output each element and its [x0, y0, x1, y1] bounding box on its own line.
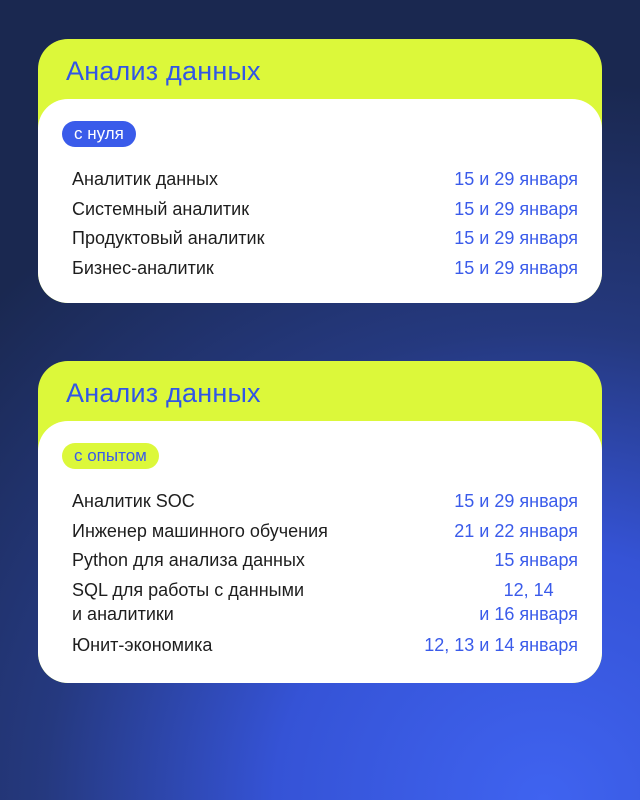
- course-card-experienced: [38, 361, 602, 683]
- course-start-date: 15 и 29 января: [454, 198, 578, 219]
- course-row-python: [72, 548, 578, 578]
- course-name: Системный аналитик: [72, 198, 250, 219]
- card-title: Анализ данных: [66, 56, 261, 86]
- course-row-sql: [72, 578, 578, 633]
- course-name: [72, 578, 304, 626]
- course-row-business-analyst: [72, 256, 578, 286]
- course-name: Аналитик SOC: [72, 491, 195, 511]
- course-name: Бизнес-аналитик: [72, 257, 214, 278]
- course-start-date: 15 и 29 января: [454, 257, 578, 278]
- course-name: Продуктовый аналитик: [72, 228, 265, 248]
- course-row-product-analyst: [72, 226, 578, 256]
- level-badge-experienced: с опытом: [62, 443, 159, 469]
- course-start-date: [479, 578, 578, 626]
- course-date-line: 12, 14: [503, 579, 554, 600]
- course-list-panel: [38, 99, 602, 303]
- course-list: [72, 167, 578, 285]
- course-list-panel: [38, 421, 602, 683]
- course-list: [72, 489, 578, 662]
- course-row-ml-engineer: [72, 519, 578, 549]
- card-title: Анализ данных: [66, 378, 261, 408]
- course-row-unit-economics: [72, 633, 578, 663]
- course-name-line: SQL для работы с данными: [72, 579, 304, 600]
- course-name: Аналитик данных: [72, 169, 219, 189]
- course-start-date: 12, 13 и 14 января: [424, 634, 578, 655]
- course-name: Python для анализа данных: [72, 550, 305, 570]
- course-date-line: и 16 января: [479, 603, 578, 624]
- course-name: Инженер машинного обучения: [72, 520, 328, 541]
- course-start-date: 21 и 22 января: [454, 520, 578, 541]
- course-start-date: 15 и 29 января: [454, 169, 578, 189]
- course-row-system-analyst: [72, 197, 578, 227]
- level-badge-beginner: с нуля: [62, 121, 136, 147]
- course-name: Юнит-экономика: [72, 634, 213, 655]
- course-card-beginner: [38, 39, 602, 303]
- course-start-date: 15 и 29 января: [454, 491, 578, 511]
- course-row-soc-analyst: [72, 489, 578, 519]
- course-name-line: и аналитики: [72, 603, 174, 624]
- course-start-date: 15 января: [494, 550, 578, 570]
- course-row-data-analyst: [72, 167, 578, 197]
- course-start-date: 15 и 29 января: [454, 228, 578, 248]
